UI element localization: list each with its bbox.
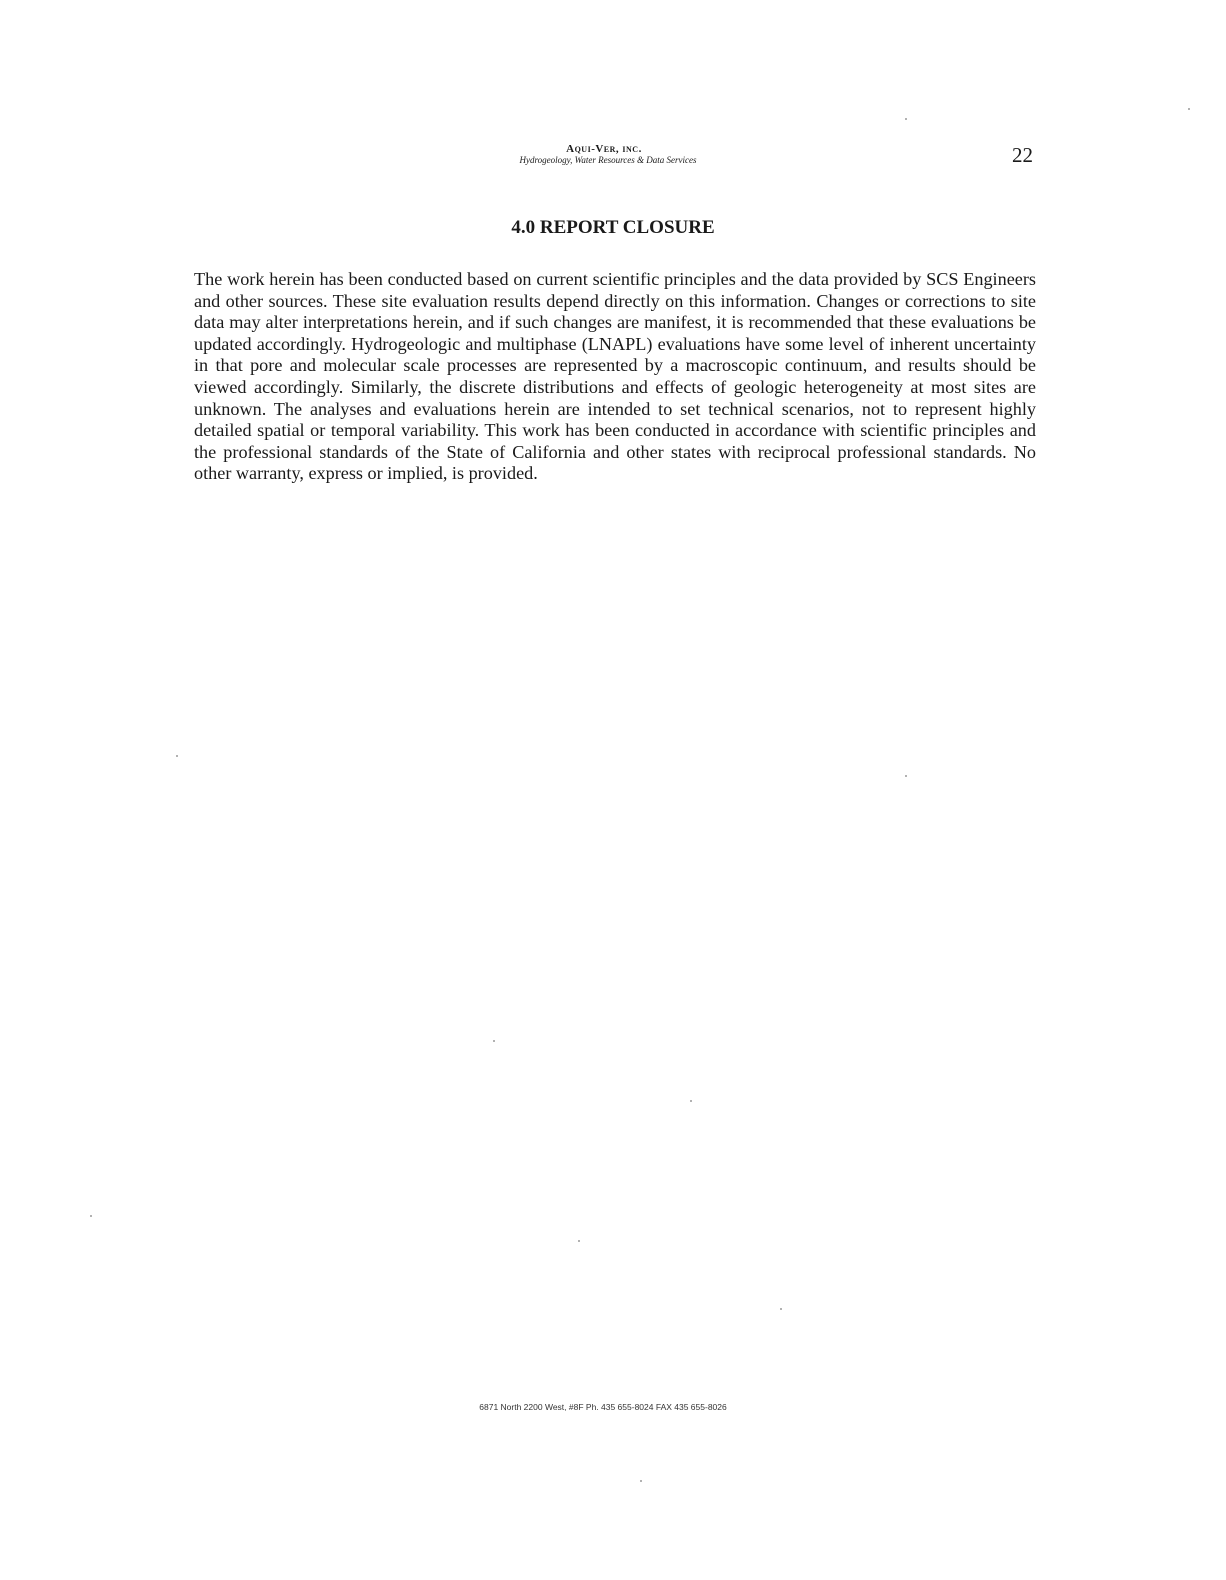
scan-speck (176, 755, 178, 757)
footer-address: 6871 North 2200 West, #8F Ph. 435 655-8024 FAX 435 655-8026 (479, 1402, 727, 1412)
letterhead (0, 143, 1226, 165)
company-name: Aqui-Ver, inc. (566, 143, 642, 155)
page-number: 22 (1012, 143, 1033, 167)
report-closure-paragraph: The work herein has been conducted based on current scientific principles and the data provided by SCS Engineers and other sources. These site evaluation results depend directly on this information. Changes or corrections to site data may alter interpretations herein, and if such changes are manifest, it is recommended that these evaluations be updated accordingly. Hydrogeologic and multiphase (LNAPL) evaluations have some level of inherent uncertainty in that pore and molecular scale processes are represented by a macroscopic continuum, and results should be viewed accordingly. Similarly, the discrete distributions and effects of geologic heterogeneity at most sites are unknown. The analyses and evaluations herein are intended to set technical scenarios, not to represent highly detailed spatial or temporal variability. This work has been conducted in accordance with scientific principles and the professional standards of the State of California and other states with reciprocal professional standards. No other warranty, express or implied, is provided. (194, 269, 1036, 484)
scan-speck (690, 1100, 692, 1102)
scan-speck (640, 1480, 642, 1482)
scan-speck (780, 1308, 782, 1310)
scan-speck (905, 775, 907, 777)
scan-speck (493, 1040, 495, 1042)
section-title: 4.0 REPORT CLOSURE (511, 217, 715, 238)
scan-speck (90, 1215, 92, 1217)
company-tagline: Hydrogeology, Water Resources & Data Services (519, 155, 697, 165)
scan-speck (905, 118, 907, 120)
scan-speck (578, 1240, 580, 1242)
scan-speck (1188, 108, 1190, 110)
